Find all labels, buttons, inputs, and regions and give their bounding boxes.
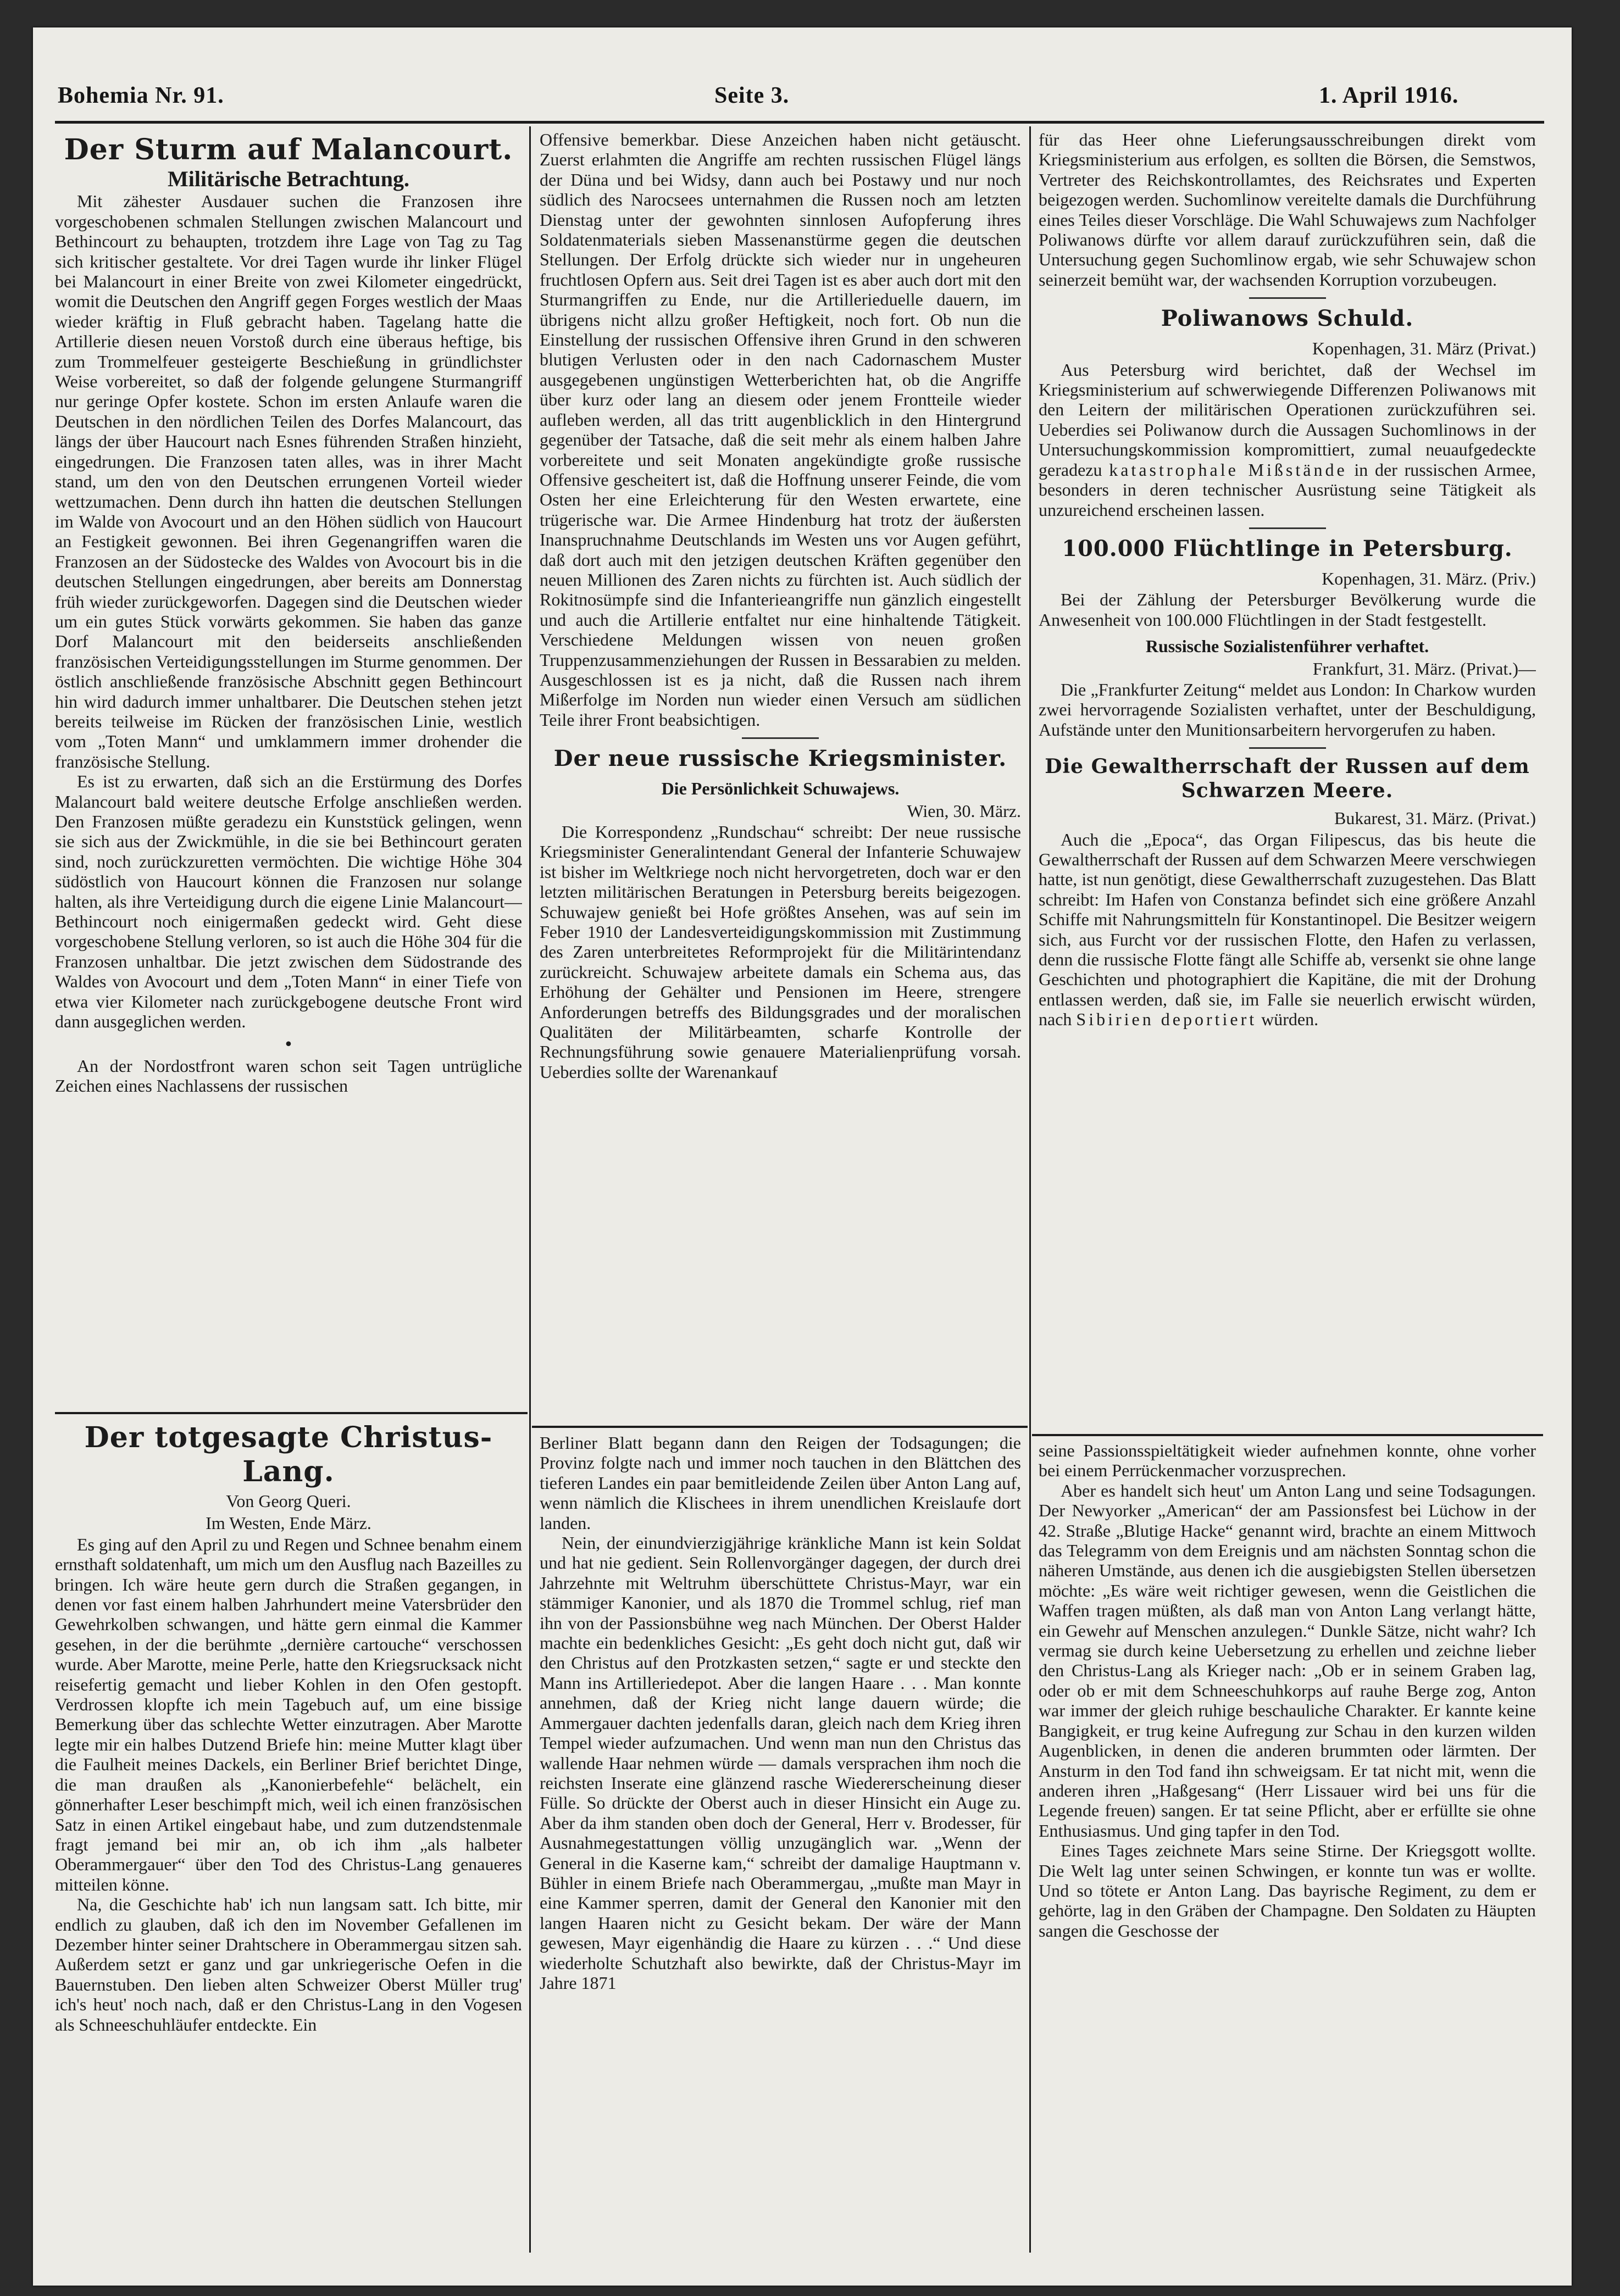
article-title: 100.000 Flüchtlinge in Petersburg. bbox=[1062, 535, 1513, 562]
feuilleton-paragraph: Eines Tages zeichnete Mars seine Stirne. Der Kriegsgott wollte. Die Welt lag unter seinen Schwingen, er konnte tun was er wollte. Und so tötete er Anton Lang. Das bayrische Regiment, zu dem er gehörte, lag in den Gräben der Champagne. Den Soldaten zu Häupten sangen die Geschosse der bbox=[1039, 1841, 1536, 1941]
article-paragraph bbox=[1039, 830, 1536, 1030]
article-paragraph: Offensive bemerkbar. Diese Anzeichen haben nicht getäuscht. Zuerst erlahmten die Angriffe am rechten russischen Flügel längs der Düna und bei Widsy, dann auch bei Postawy und nur noch südlich des Narocsees unternahmen die Russen noch am letzten Dienstag unter der gewohnten sinnlosen Aufopferung ihres Soldatenmaterials sieben Massenanstürme gegen die deutschen Stellungen. Der Erfolg drückte sich wieder nur in ungeheuren fruchtlosen Opfern aus. Seit drei Tagen ist es aber auch dort mit den Sturmangriffen zu Ende, nur die Artillerieduelle dauern, im übrigens nicht allzu großer Heftigkeit, noch fort. Ob nun die Einstellung der russischen Offensive ihren Grund in den schweren blutigen Verlusten oder in den nach Cadornaschem Muster ausgegebenen ungünstigen Wetterberichten hat, ob die Angriffe über kurz oder lang an diesem oder jenem Frontteile wieder aufleben werden, all das tritt augenblicklich in den Hintergrund gegenüber der Tatsache, daß die seit mehr als einem halben Jahre vorbereitete und seit Monaten angekündigte große russische Offensive gescheitert ist, daß die Hoffnung unserer Feinde, die vom Osten her eine Erleichterung für den Westen erwartete, eine trügerische war. Die Armee Hindenburg hat trotz der äußersten Inanspruchnahme Deutschlands im Westen uns vor Augen geführt, daß dort auch mit den jetzigen deutschen Kräften gegenüber den neuen Millionen des Zaren nichts zu fürchten ist. Auch südlich der Rokitnosümpfe sind die Infanterieangriffe nun gänzlich eingestellt und auch die Artillerie entfaltet nur eine hinhaltende Tätigkeit. Verschiedene Meldungen wissen von neuen großen Truppenzusammenziehungen der Russen in Bessarabien zu melden. Ausgeschlossen ist es ja nicht, daß die Russen nach ihrem Mißerfolge im Norden nun wieder einen Versuch am südlichen Teile ihrer Front beabsichtigen. bbox=[540, 130, 1021, 730]
article-title: Der Sturm auf Malancourt. bbox=[64, 133, 513, 166]
article-title: Die Gewaltherrschaft der Russen auf dem Schwarzen Meere. bbox=[1045, 755, 1530, 803]
column-rule-1 bbox=[529, 126, 531, 2253]
article-paragraph: Bei der Zählung der Petersburger Bevölkerung wurde die Anwesenheit von 100.000 Flüchtlingen in der Stadt festgestellt. bbox=[1039, 590, 1536, 630]
feuilleton-paragraph: seine Passionsspieltätigkeit wieder aufnehmen konnte, ohne vorher bei einem Perrückenmacher vorzusprechen. bbox=[1039, 1441, 1536, 1481]
separator-line bbox=[1249, 747, 1326, 749]
article-text: Aus Petersburg wird berichtet, daß der Wechsel im Kriegsministerium auf schwerwiegende Differenzen Poliwanows mit den Leitern der militärischen Operationen zurückzuführen sei. Ueberdies sei Poliwanow durch die Aussagen Suchomlinows in der Untersuchungskommission kompromittiert, zumal neuaufgedeckte geradezu bbox=[1039, 359, 1536, 480]
article-subtitle: Russische Sozialistenführer verhaftet. bbox=[1145, 636, 1429, 657]
article-text: Auch die „Epoca“, das Organ Filipescus, das bis heute die Gewaltherrschaft der Russen auf dem Schwarzen Meere verschwiegen hatte, ist nun genötigt, diese Gewaltherrschaft zuzugestehen. Das Blatt schreibt: Im Hafen von Constanza befindet sich eine größere Anzahl Schiffe mit Nahrungsmitteln für Konstantinopel. Die Besitzer weigern sich, aus Furcht vor der russischen Flotte, den Hafen zu verlassen, denn die russische Flotte fängt alle Schiffe ab, versenkt sie ohne lange Geschichten und photographiert die Kapitäne, die mit der Drohung entlassen werden, daß sie, im Falle sie neuerlich erwischt würden, nach bbox=[1039, 829, 1536, 1030]
section-rule-2 bbox=[532, 1426, 1028, 1428]
column-3-bottom bbox=[1039, 1441, 1536, 2257]
article-paragraph: Die „Frankfurter Zeitung“ meldet aus London: In Charkow wurden zwei hervorragende Sozialisten verhaftet, unter der Beschuldigung, Aufstände unter den Munitionsarbeitern hervorgerufen zu haben. bbox=[1039, 679, 1536, 740]
column-2-bottom bbox=[540, 1433, 1021, 2257]
header-left: Bohemia Nr. 91. bbox=[58, 83, 224, 108]
article-paragraph: An der Nordostfront waren schon seit Tagen untrügliche Zeichen eines Nachlassens der russischen bbox=[55, 1055, 522, 1096]
column-rule-2 bbox=[1029, 126, 1031, 2253]
separator-line bbox=[1249, 527, 1326, 529]
dateline: Kopenhagen, 31. März. (Priv.) bbox=[1322, 568, 1536, 588]
column-3-top bbox=[1039, 130, 1536, 1429]
article-paragraph: Die Korrespondenz „Rundschau“ schreibt: Der neue russische Kriegsminister Generalintendant General der Infanterie Schuwajew ist bisher im Weltkriege noch nicht hervorgetreten, doch war er den letzten militärischen Beratungen in Petersburg bereits beigezogen. Schuwajew genießt bei Hofe größtes Ansehen, was auf sein im Feber 1910 der Landesverteidigungskommission mit Zustimmung des Zaren unterbreitetes Reformprojekt für die Militärintendanz zurückreicht. Schuwajew arbeitete damals ein Schema aus, das Erhöhung der Gehälter und Pensionen im Heere, strengere Anforderungen betreffs des Bildungsgrades und der moralischen Qualitäten der Militärbeamten, scharfe Kontrolle der Rechnungsführung sowie genauere Materialienprüfung vorsah. Ueberdies sollte der Warenankauf bbox=[540, 822, 1021, 1082]
article-paragraph: für das Heer ohne Lieferungsausschreibungen direkt vom Kriegsministerium aus erfolgen, es sollten die Börsen, die Semstwos, Vertreter des Reichskontrollamtes, des Reichsrates und Experten beigezogen werden. Suchomlinow vereitelte damals die Durchführung eines Teiles dieser Vorschläge. Die Wahl Schuwajews zum Nachfolger Poliwanows dürfte vor allem darauf zurückzuführen sein, daß die Untersuchung gegen Suchomlinow ergab, wie sehr Schuwajew schon seinerzeit bemüht war, der wachsenden Korruption vorzubeugen. bbox=[1039, 130, 1536, 290]
feuilleton-paragraph: Na, die Geschichte hab' ich nun langsam satt. Ich bitte, mir endlich zu glauben, daß ich den im November Gefallenen im Dezember hinter seiner Drahtschere in Oberammergau sitzen sah. Außerdem setzt er ganz und gar unkriegerische Oefen in die Bauernstuben. Den lieben alten Schweizer Oberst Müller trug' ich's heut' noch nach, daß er den Christus-Lang in den Vogesen als Schneeschuhläufer entdeckte. Ein bbox=[55, 1894, 522, 2034]
feuilleton-paragraph: Es ging auf den April zu und Regen und Schnee benahm einem ernsthaft soldatenhaft, um mich um den Ausflug nach Bazeilles zu bringen. Ich wäre heute gern durch die Straßen gegangen, in denen vor fast einem halben Jahrhundert meine Vatersbrüder den Gewehrkolben schwangen, und hätte gern einmal die Kammer gesehen, in der die berühmte „dernière cartouche“ verschossen wurde. Aber Marotte, meine Perle, hatte den Kriegsrucksack nicht reisefertig gemacht und lieber Kohlen in den Ofen gestopft. Verdrossen klopfte ich mein Tagebuch auf, um eine bissige Bemerkung über das schlechte Wetter einzutragen. Aber Marotte legte mir ein halbes Dutzend Briefe hin: meine Mutter klagt über die Faulheit meines Dackels, ein Berliner Brief berichtet Dinge, die man draußen als „Kanonierbefehle“ belächelt, ein gönnerhafter Leser beschimpft mich, weil ich einen französischen Satz in einen Artikel eingebaut habe, und zum dutzendstenmale fragt jemand bei mir an, ob ich ihm „als halbeter Oberammergauer“ über den Tod des Christus-Lang genaueres mitteilen könne. bbox=[55, 1534, 522, 1894]
dateline: Frankfurt, 31. März. (Privat.)— bbox=[1312, 658, 1536, 679]
header-center: Seite 3. bbox=[714, 83, 790, 108]
column-2-top bbox=[540, 130, 1021, 1421]
feuilleton-paragraph: Aber es handelt sich heut' um Anton Lang und seine Todsagungen. Der Newyorker „American“ der am Passionsfest bei Lüchow in der 42. Straße „Blutige Hacke“ genannt wird, brachte an einem Mittwoch das Telegramm von dem Ereignis und am nächsten Sonntag schon die näheren Umstände, aus denen ich die ausgiebigsten Stellen übersetzen möchte: „Es wäre weit richtiger gewesen, wenn die Geistlichen die Waffen tragen müßten, als daß man von Anton Lang verlangt hätte, ein Gewehr auf Menschen anzulegen.“ Dunkle Sätze, nicht wahr? Ich vermag sie durch keine Uebersetzung zu erhellen und zeichne lieber den Christus-Lang als Krieger nach: „Ob er in seinem Graben lag, oder ob er mit dem Schneeschuhkorps auf rauhe Berge zog, Anton war immer der gleich ruhige beschauliche Charakter. Er kannte keine Bangigkeit, er trug keine Aufregung zur Schau in den kurzen wilden Augenblicken, in denen die anderen brummten oder lärmten. Der Ansturm in den Tod fand ihn schweigsam. Er tat nicht mit, wenn die anderen ihren „Haßgesang“ (Herr Lissauer wird bei uns für die Legende freuen) sangen. Er tat seine Pflicht, aber er erfüllte sie ohne Enthusiasmus. Und ging tapfer in den Tod. bbox=[1039, 1480, 1536, 1841]
article-paragraph bbox=[1039, 360, 1536, 520]
header-right: 1. April 1916. bbox=[1319, 83, 1459, 108]
article-text: würden. bbox=[1261, 1009, 1319, 1030]
dateline: Kopenhagen, 31. März (Privat.) bbox=[1312, 338, 1536, 359]
article-subtitle: Militärische Betrachtung. bbox=[168, 166, 409, 191]
article-text: in der russischen Armee, besonders in deren technischer Ausrüstung seine Tätigkeit als unzureichend erscheinen lassen. bbox=[1039, 459, 1536, 520]
separator-line bbox=[742, 737, 819, 739]
feuilleton-author: Von Georg Queri. bbox=[226, 1491, 351, 1511]
separator-line bbox=[1249, 297, 1326, 299]
section-rule-3 bbox=[1032, 1434, 1543, 1436]
dateline: Im Westen, Ende März. bbox=[206, 1513, 371, 1533]
separator-dot: • bbox=[285, 1033, 292, 1054]
article-paragraph: Mit zähester Ausdauer suchen die Franzosen ihre vorgeschobenen schmalen Stellungen zwischen Malancourt und Bethincourt zu behaupten, trotzdem ihre Lage von Tag zu Tag sich kritischer gestaltete. Vor drei Tagen wurde ihr linker Flügel bei Malancourt in einer Breite von zwei Kilometer eingedrückt, womit die Deutschen den Angriff gegen Forges westlich der Maas wieder kräftig in Fluß gebracht haben. Tagelang hatte die Artillerie diesen neuen Vorstoß durch eine überaus heftige, bis zum Trommelfeuer gesteigerte Beschießung in gründlichster Weise vorbereitet, so daß der folgende gelungene Sturmangriff nur geringe Opfer kostete. Schon im ersten Anlaufe waren die Deutschen in den nördlichen Teilen des Dorfes Malancourt, das längs der über Haucourt nach Esnes führenden Straßen hinzieht, eingedrungen. Die Franzosen taten alles, was in ihrer Macht stand, um den von den Deutschen errungenen Vorteil wieder wettzumachen. Denn durch ihn hatten die deutschen Stellungen im Walde von Avocourt und an den Höhen südlich von Haucourt an Festigkeit gewonnen. Bei ihren Gegenangriffen waren die Franzosen an der Südostecke des Waldes von Avocourt bis in die deutschen Stellungen eingedrungen, aber bereits am Donnerstag früh wieder zurückgeworfen. Dagegen sind die Deutschen wieder um ein gutes Stück vorwärts gekommen. Sie haben das ganze Dorf Malancourt mit den beiderseits anschließenden französischen Verteidigungsstellungen im Sturme genommen. Der östlich anschließende französische Abschnitt gegen Bethincourt hin wird dadurch immer unhaltbarer. Die Deutschen stehen jetzt bereits teilweise im Rücken der französischen Linie, westlich vom „Toten Mann“ und umklammern immer drohender die französische Stellung. bbox=[55, 191, 522, 771]
column-1-top bbox=[55, 130, 522, 1407]
header-rule bbox=[55, 121, 1544, 124]
article-title: Poliwanows Schuld. bbox=[1161, 305, 1414, 332]
newspaper-page bbox=[33, 27, 1572, 2286]
dateline: Bukarest, 31. März. (Privat.) bbox=[1334, 808, 1536, 829]
article-subtitle: Die Persönlichkeit Schuwajews. bbox=[661, 779, 900, 799]
feuilleton-paragraph: Nein, der einundvierzigjährige kränkliche Mann ist kein Soldat und hat nie gedient. Sein Rollenvorgänger dagegen, der durch drei Jahrzehnte mit Weltruhm überschüttete Christus-Mayr, war ein stämmiger Kanonier, und als 1870 die Trommel schlug, rief man ihn von der Passionsbühne weg nach München. Der Oberst Halder machte ein bedenkliches Gesicht: „Es geht doch nicht gut, daß wir den Christus auf den Protzkasten setzen,“ sagte er und steckte den Mann ins Artilleriedepot. Aber die langen Haare . . . Man konnte annehmen, daß der Krieg nicht lange dauern würde; die Ammergauer dachten jedenfalls daran, gleich nach dem Krieg ihren Tempel wieder aufzumachen. Und wenn man nun den Christus das wallende Haar nehmen würde — damals versprachen ihm noch die reichsten Inserate eine glänzend rasche Wiedererscheinung dieser Fülle. So drückte der Oberst auch in dieser Hinsicht ein Auge zu. Aber da ihm standen oben doch der General, Herr v. Brodesser, für Ausnahmegestattungen völlig unzugänglich war. „Wenn der General in die Kaserne kam,“ schreibt der damalige Hauptmann v. Bühler in einem Briefe nach Oberammergau, „mußte man Mayr in eine Kammer sperren, damit der General den Kanonier mit den langen Haaren nicht zu Gesicht bekam. Der wäre der Mann gewesen, Mayr eigenhändig die Haare zu kürzen . . .“ Und diese wiederholte Schutzhaft also bewirkte, daß der Christus-Mayr im Jahre 1871 bbox=[540, 1533, 1021, 1993]
feuilleton-title: Der totgesagte Christus-Lang. bbox=[84, 1421, 493, 1488]
spaced-text: Sibirien deportiert bbox=[1076, 1009, 1257, 1030]
spaced-text: katastrophale Mißstände bbox=[1109, 459, 1347, 480]
dateline: Wien, 30. März. bbox=[907, 800, 1021, 821]
feuilleton-paragraph: Berliner Blatt begann dann den Reigen der Todsagungen; die Provinz folgte nach und immer noch tauchen in den Blättchen des tieferen Landes ein paar bemitleidende Zeilen über Anton Lang auf, wenn nämlich die Klischees in ihrem unendlichen Kreislaufe dort landen. bbox=[540, 1433, 1021, 1533]
section-rule-1 bbox=[55, 1412, 528, 1414]
article-paragraph: Es ist zu erwarten, daß sich an die Erstürmung des Dorfes Malancourt bald weitere deutsche Erfolge anschließen werden. Den Franzosen müßte geradezu ein Kunststück gelingen, wenn sie sich aus der Zwickmühle, in die sie bei Bethincourt geraten sind, noch zurückzuretten vermöchten. Die wichtige Höhe 304 südöstlich von Haucourt können die Franzosen nur solange halten, als ihre Verteidigung durch die eigene Linie Malancourt—Bethincourt noch einigermaßen gedeckt wird. Geht diese vorgeschobene Stellung verloren, so ist auch die Höhe 304 für die Franzosen unhaltbar. Die jetzt zwischen dem Südostrande des Waldes von Avocourt und dem „Toten Mann“ in einer Tiefe von etwa vier Kilometer nach zurückgebogene deutsche Front wird dann ausgeglichen werden. bbox=[55, 771, 522, 1032]
article-title: Der neue russische Kriegsminister. bbox=[553, 746, 1007, 772]
column-1-bottom bbox=[55, 1417, 522, 2258]
